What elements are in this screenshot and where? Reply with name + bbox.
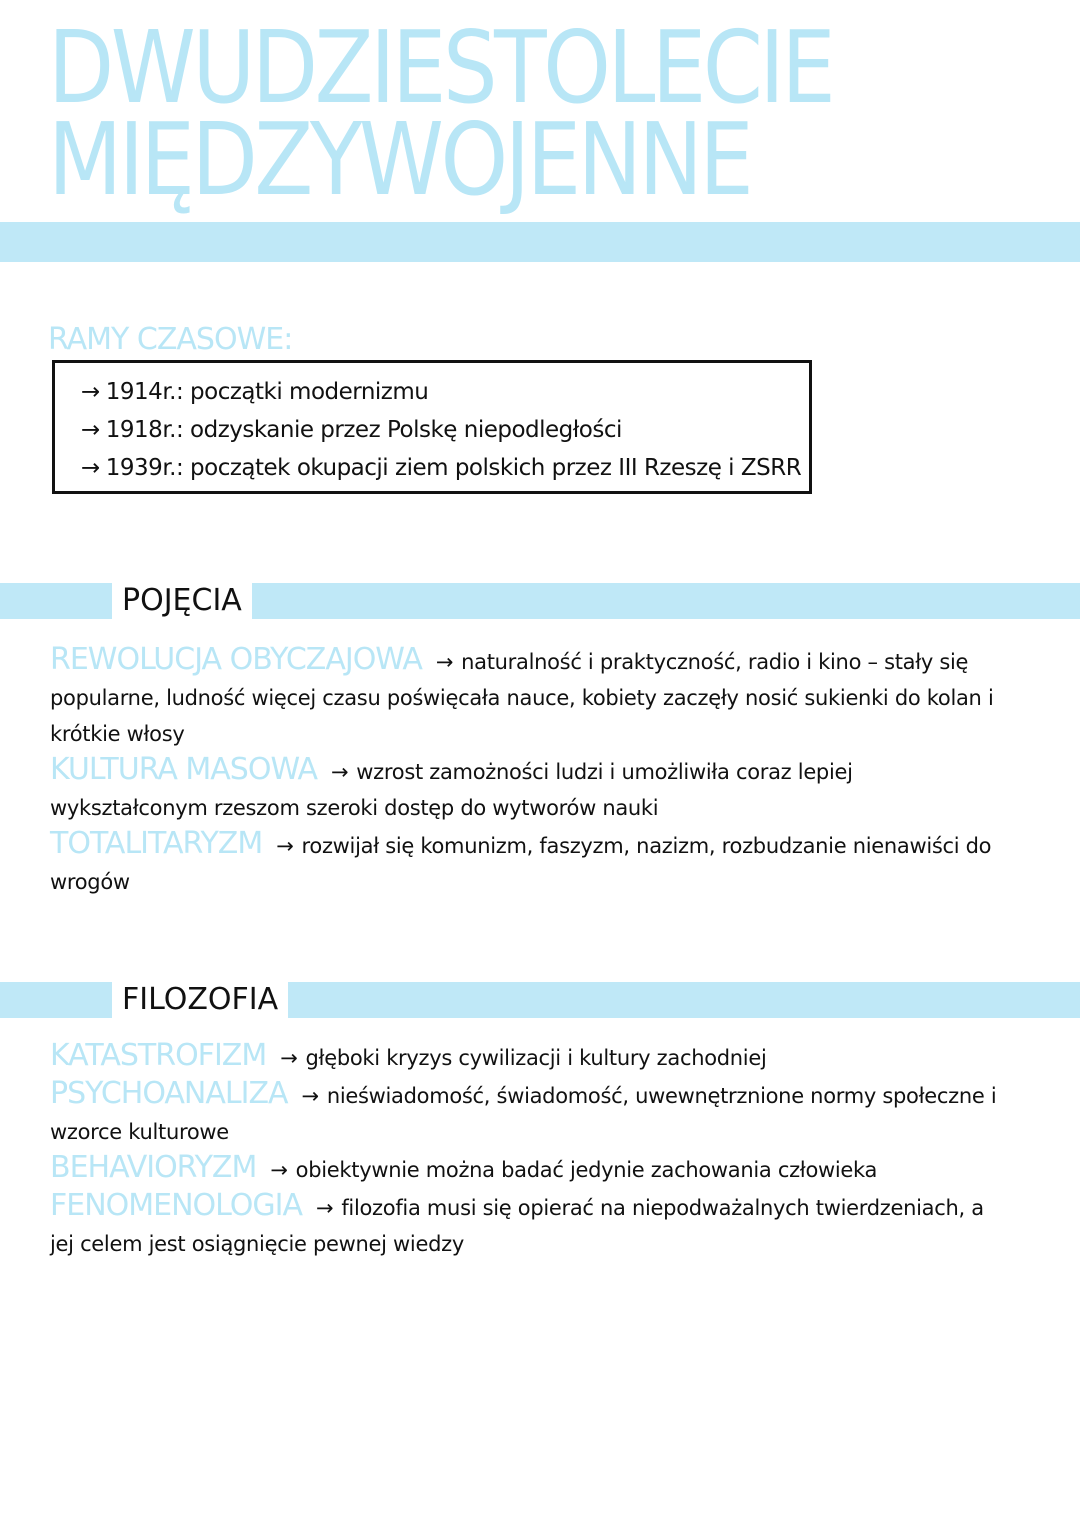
arrow-right-icon: → (81, 455, 100, 481)
definition-text: rozwijał się komunizm, faszyzm, nazizm, rozbudzanie nienawiści do wrogów (50, 834, 992, 894)
arrow-right-icon: → (81, 417, 100, 443)
arrow-right-icon: → (276, 834, 294, 858)
filozofia-list (50, 1038, 1010, 1262)
ramy-item (81, 449, 809, 487)
pojecia-list (50, 642, 1010, 900)
arrow-right-icon: → (270, 1158, 288, 1182)
arrow-right-icon: → (81, 379, 100, 405)
definition-item (50, 826, 1010, 900)
arrow-right-icon: → (301, 1084, 319, 1108)
definition-text: filozofia musi się opierać na niepodważalnych twierdzeniach, a jej celem jest osiągnięcie pewnej wiedzy (50, 1196, 984, 1256)
page-title-line-2: MIĘDZYWOJENNE (48, 101, 751, 218)
ramy-item (81, 373, 809, 411)
definition-text: obiektywnie można badać jedynie zachowania człowieka (295, 1158, 878, 1182)
definition-term: BEHAVIORYZM (50, 1150, 257, 1185)
ramy-item (81, 411, 809, 449)
definition-text: wzrost zamożności ludzi i umożliwiła coraz lepiej wykształconym rzeszom szeroki dostęp do wytworów nauki (50, 760, 853, 820)
definition-text: naturalność i praktyczność, radio i kino – stały się popularne, ludność więcej czasu poświęcała nauce, kobiety zaczęły nosić sukienki do kolan i krótkie włosy (50, 650, 994, 746)
definition-term: FENOMENOLOGIA (50, 1188, 303, 1223)
ramy-item-text: 1939r.: początek okupacji ziem polskich przez III Rzeszę i ZSRR (105, 455, 802, 481)
title-underline-band (0, 222, 1080, 262)
definition-text: głęboki kryzys cywilizacji i kultury zachodniej (305, 1046, 767, 1070)
arrow-right-icon: → (316, 1196, 334, 1220)
definition-item (50, 752, 1010, 826)
pojecia-section-heading: POJĘCIA (112, 579, 252, 623)
arrow-right-icon: → (280, 1046, 298, 1070)
definition-item (50, 1150, 1010, 1188)
page-title-line-1: DWUDZIESTOLECIE (48, 9, 833, 126)
definition-term: KULTURA MASOWA (50, 752, 317, 787)
definition-text: nieświadomość, świadomość, uwewnętrznione normy społeczne i wzorce kulturowe (50, 1084, 997, 1144)
definition-item (50, 1038, 1010, 1076)
definition-term: REWOLUCJA OBYCZAJOWA (50, 642, 422, 677)
definition-term: KATASTROFIZM (50, 1038, 267, 1073)
ramy-item-text: 1918r.: odzyskanie przez Polskę niepodległości (105, 417, 622, 443)
ramy-czasowe-box (52, 360, 812, 494)
ramy-czasowe-heading: RAMY CZASOWE: (48, 322, 293, 357)
ramy-item-text: 1914r.: początki modernizmu (105, 379, 429, 405)
arrow-right-icon: → (331, 760, 349, 784)
definition-item (50, 1076, 1010, 1150)
arrow-right-icon: → (435, 650, 454, 674)
page-title (48, 9, 833, 218)
definition-item (50, 1188, 1010, 1262)
definition-term: TOTALITARYZM (50, 826, 263, 861)
filozofia-section-heading: FILOZOFIA (112, 978, 288, 1022)
definition-term: PSYCHOANALIZA (50, 1076, 288, 1111)
definition-item (50, 642, 1010, 752)
